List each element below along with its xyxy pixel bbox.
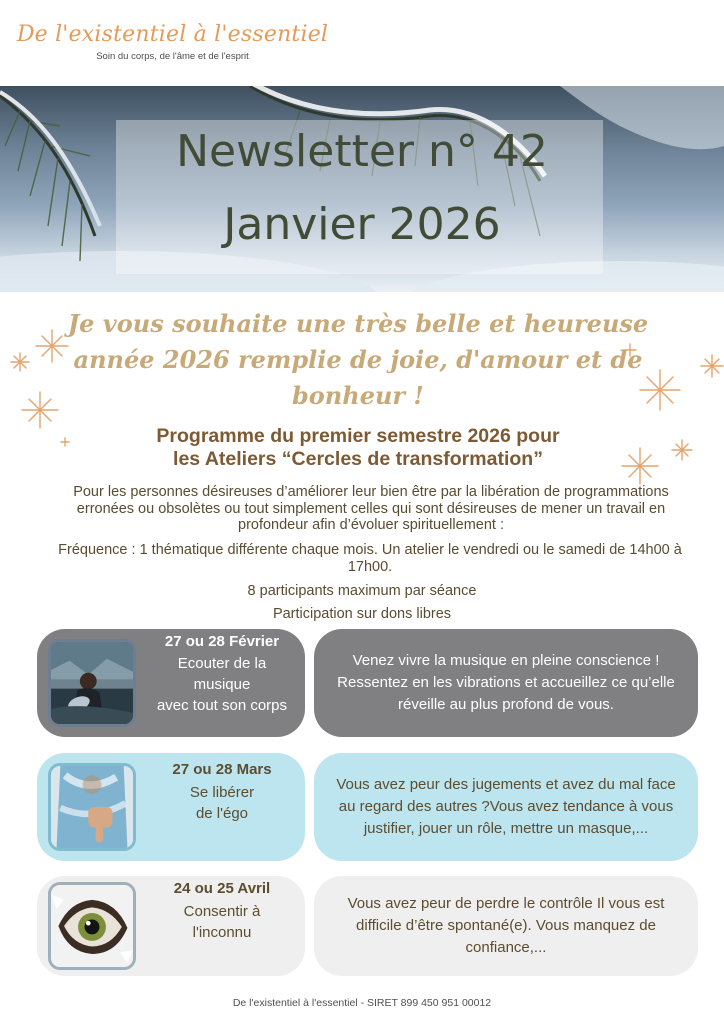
newsletter-date: Janvier 2026 [223,199,501,250]
workshop-title-line: l'inconnu [192,924,252,941]
workshop-date: 27 ou 28 Février [164,633,280,650]
programme-title [60,425,656,471]
thumbs-down-photo [48,763,136,851]
footer-siret: De l'existentiel à l'essentiel - SIRET 899 450 951 00012 [232,997,492,1009]
programme-title-line-2: les Ateliers “Cercles de transformation” [173,448,543,470]
greeting-line-1: Je vous souhaite une très belle et heureuse [67,309,649,338]
hero-banner [0,86,724,292]
participation-note: Participation sur dons libres [272,606,452,622]
programme-frequency: Fréquence : 1 thématique différente chaque mois. Un atelier le vendredi ou le samedi de 14h00 à 17h00. [58,542,682,575]
brand-title: De l'existentiel à l'essentiel [16,22,329,47]
workshop-description: Vous avez peur de perdre le contrôle Il vous est difficile d’être spontané(e). Vous manquez de confiance,... [347,895,665,956]
workshop-card [37,753,305,861]
programme-title-line-1: Programme du premier semestre 2026 pour [156,425,560,447]
workshop-description-card [314,876,698,976]
musician-photo [48,639,136,727]
workshop-title-line: de l'égo [195,805,249,822]
newsletter-number: Newsletter n° 42 [176,126,548,177]
workshop-title-line: musique [193,676,251,693]
workshop-text [139,761,305,824]
brand-subtitle: Soin du corps, de l'âme et de l'esprit [96,51,249,62]
greeting-line-2: année 2026 remplie de joie, d'amour et de [73,345,643,374]
workshop-title-line: Ecouter de la [177,655,267,672]
workshop-date: 24 ou 25 Avril [173,880,271,897]
new-year-greeting [60,306,656,414]
workshop-title-line: avec tout son corps [156,697,288,714]
workshop-description-card [314,629,698,737]
workshop-text [139,633,305,716]
workshop-description-card [314,753,698,861]
workshop-text [139,880,305,943]
workshop-title-line: Se libérer [189,784,255,801]
workshop-title-line: Consentir à [183,903,261,920]
programme-intro: Pour les personnes désireuses d’améliorer leur bien être par la libération de programmations erronées ou obsolètes ou tout simplement celles qui sont désireuses de mener un travail en profondeur afin d’évoluer spirituellement : [73,484,669,533]
workshop-card [37,876,305,976]
eye-photo [48,882,136,970]
workshop-description: Venez vivre la musique en pleine conscience ! Ressentez en les vibrations et accueillez ce qu’elle réveille au plus profond de vous. [337,652,675,713]
greeting-line-3: bonheur ! [292,381,424,410]
workshop-card [37,629,305,737]
workshop-description: Vous avez peur des jugements et avez du mal face au regard des autres ?Vous avez tendance à vous justifier, jouer un rôle, mettre un masque,... [336,776,676,837]
brand-header [0,22,345,62]
max-participants: 8 participants maximum par séance [247,583,477,599]
workshop-date: 27 ou 28 Mars [172,761,272,778]
